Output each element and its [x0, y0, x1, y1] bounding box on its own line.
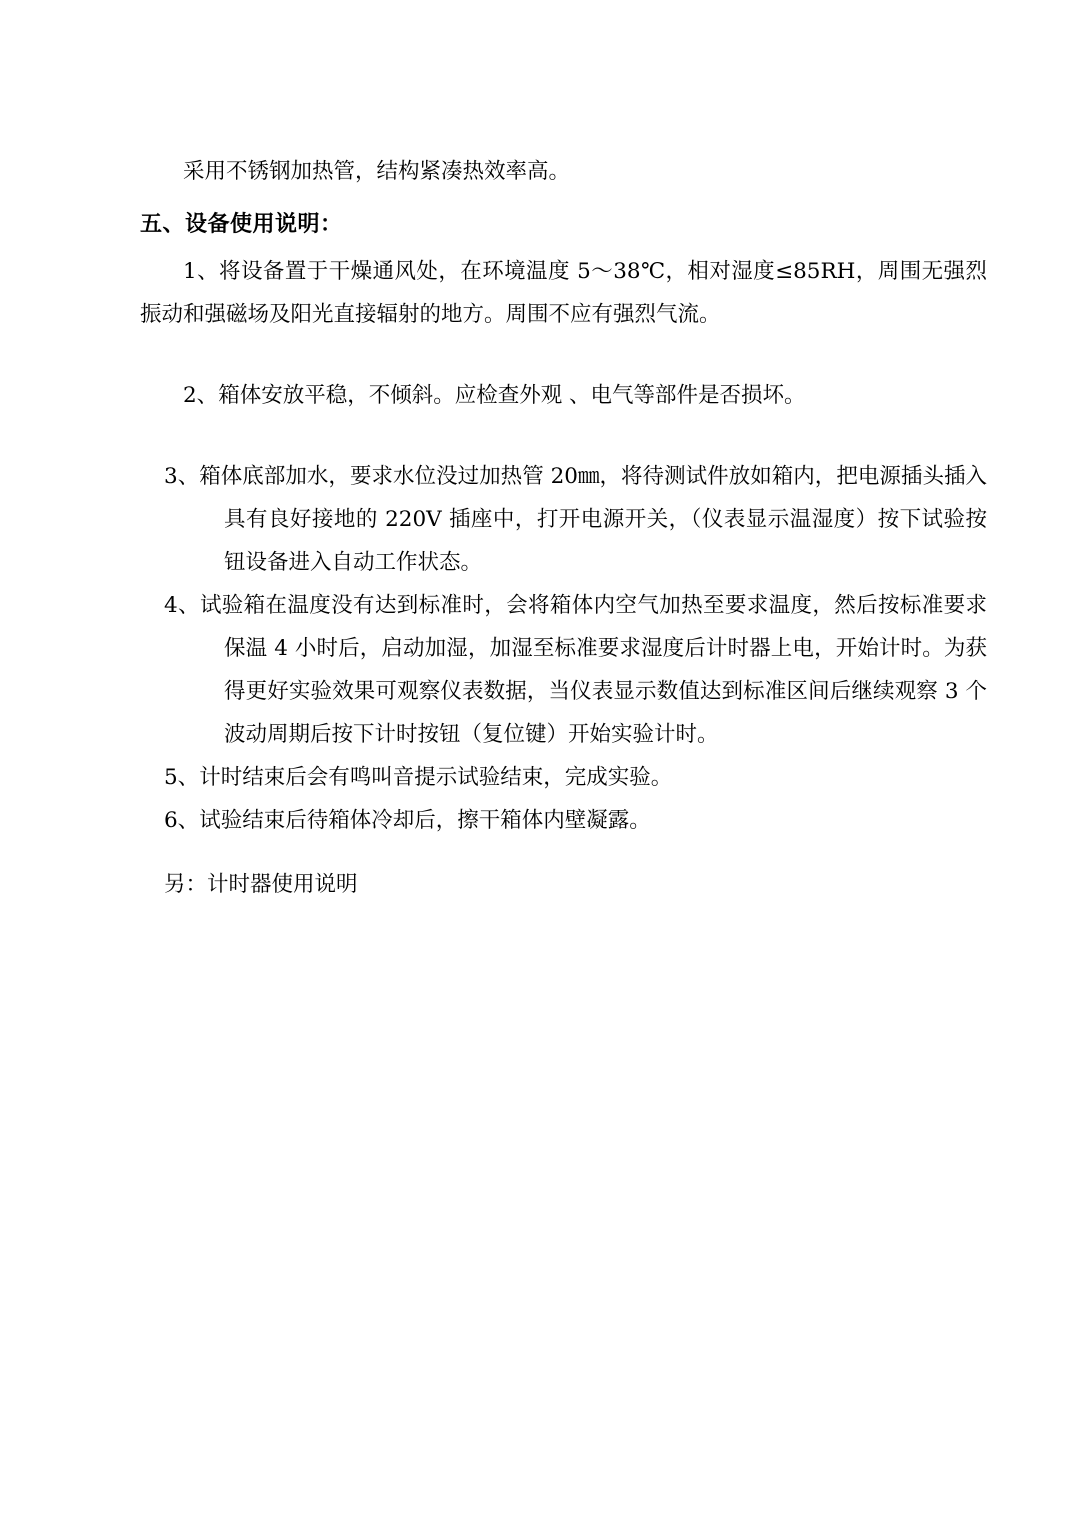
list-marker-1: 1、	[183, 258, 220, 284]
list-item-5	[140, 756, 987, 799]
list-item-6	[140, 799, 987, 842]
list-item-1	[140, 250, 987, 336]
list-marker-3: 3、	[164, 463, 200, 489]
list-item-2	[140, 374, 987, 417]
lead-paragraph: 采用不锈钢加热管，结构紧凑热效率高。	[183, 159, 571, 184]
document-body	[140, 150, 987, 906]
note-line: 另：计时器使用说明	[164, 872, 358, 898]
list-text-6: 试验结束后待箱体冷却后，擦干箱体内壁凝露。	[199, 807, 651, 833]
list-text-2: 箱体安放平稳，不倾斜。应检查外观 、电气等部件是否损坏。	[218, 382, 806, 408]
list-marker-2: 2、	[183, 382, 219, 408]
list-text-3: 箱体底部加水，要求水位没过加热管 20㎜，将待测试件放如箱内，把电源插头插入具有良好接地的 220V 插座中，打开电源开关，（仪表显示温湿度）按下试验按钮设备进入自动工作状态。	[199, 463, 987, 575]
list-text-5: 计时结束后会有鸣叫音提示试验结束，完成实验。	[199, 764, 673, 790]
spacer-1	[140, 336, 987, 374]
list-item-3	[140, 455, 987, 584]
list-text-1: 将设备置于干燥通风处，在环境温度 5～38℃，相对湿度≤85RH，周围无强烈振动和强磁场及阳光直接辐射的地方。周围不应有强烈气流。	[140, 258, 987, 327]
section-heading: 五、设备使用说明：	[140, 211, 343, 237]
list-marker-4: 4、	[164, 592, 200, 618]
list-text-4: 试验箱在温度没有达到标准时，会将箱体内空气加热至要求温度，然后按标准要求保温 4 小时后，启动加湿，加湿至标准要求湿度后计时器上电，开始计时。为获得更好实验效果可观察仪表数据，当仪表显示数值达到标准区间后继续观察 3 个波动周期后按下计时按钮（复位键）开始实验计时。	[199, 592, 987, 747]
list-marker-5: 5、	[164, 764, 200, 790]
list-marker-6: 6、	[164, 807, 200, 833]
list-item-4	[140, 584, 987, 756]
spacer-2	[140, 417, 987, 455]
